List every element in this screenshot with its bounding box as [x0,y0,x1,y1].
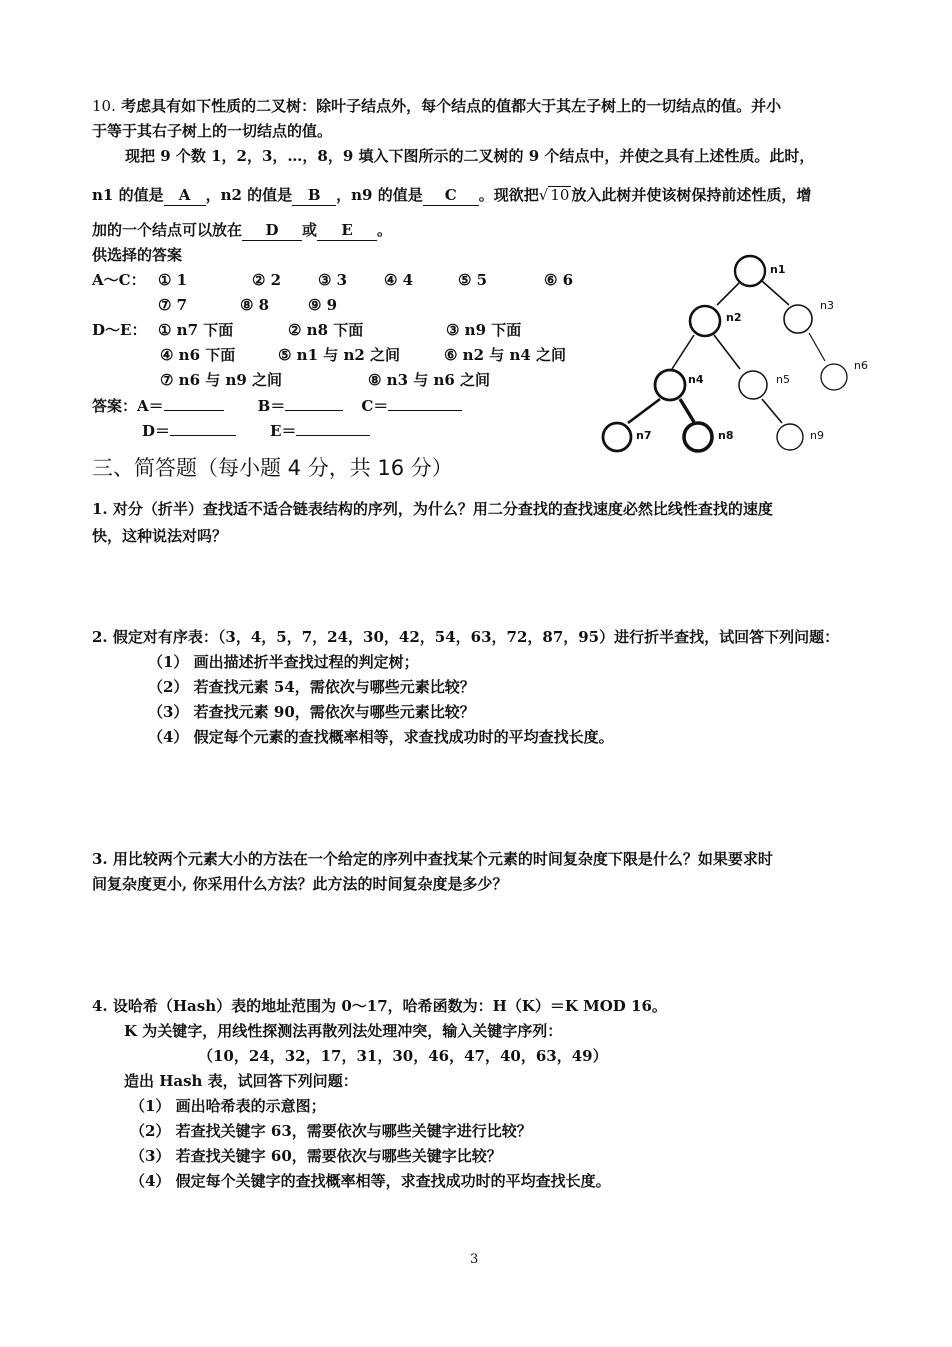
de-option: ④ n6 下面 [160,346,236,364]
q4-item-3: （3） 若查找关键字 60，需要依次与哪些关键字比较？ [130,1147,502,1165]
q10-line4 [92,185,811,206]
q10-add-text: 加的一个结点可以放在 [92,221,243,239]
edge-n2-n5 [714,335,740,369]
q2-item-3: （3） 若查找元素 90，需依次与哪些元素比较？ [148,703,475,721]
answer-d-blank[interactable] [170,435,236,436]
q10-period: 。 [377,221,393,239]
answer-label: 答案： [92,397,138,415]
blank-b: B [292,185,336,206]
tree-label-n4: n4 [688,373,704,386]
edge-n3-n6 [809,333,825,361]
edge-n1-n3 [762,281,789,305]
answer-c-label: C＝ [361,397,389,415]
q4-item-4: （4） 假定每个关键字的查找概率相等，求查找成功时的平均查找长度。 [130,1172,611,1190]
tree-label-n2: n2 [726,311,742,324]
section-title: 三、简答题（每小题 4 分，共 16 分） [92,456,453,480]
de-option: ⑤ n1 与 n2 之间 [278,346,401,364]
q10-keep-text: 放入此树并使该树保持前述性质，增 [571,186,812,204]
blank-d: D [242,220,302,241]
ac-row-1 [92,270,573,290]
de-option: ③ n9 下面 [446,321,522,339]
tree-node-n9 [777,424,803,450]
tree-label-n5: n5 [776,373,790,386]
q3-line2: 间复杂度更小, 你采用什么方法？此方法的时间复杂度是多少？ [92,875,508,893]
answer-b-label: B＝ [257,397,286,415]
tree-node-n2 [690,306,720,336]
tree-node-n3 [784,305,812,333]
edge-n5-n9 [762,399,782,423]
blank-e: E [317,220,377,241]
ac-option: ⑤ 5 [458,271,488,289]
ac-option: ⑧ 8 [240,296,270,314]
de-row-1 [92,320,521,340]
answer-e-blank[interactable] [296,435,370,436]
q10-line5 [92,220,392,241]
ac-option: ④ 4 [384,271,414,289]
ac-option: ① 1 [158,271,188,289]
q1-line2: 快，这种说法对吗？ [92,527,228,545]
page-number: 3 [470,1252,479,1267]
tree-node-n8 [684,423,712,451]
q10-line2: 于等于其右子树上的一切结点的值。 [92,122,333,140]
sqrt-symbol: √ [538,186,549,204]
de-row-2 [160,345,566,365]
q4-line1: 4. 设哈希（Hash）表的地址范围为 0～17，哈希函数为：H（K）＝K MOD 16。 [92,997,667,1015]
answer-row-1 [92,396,462,416]
de-option: ⑥ n2 与 n4 之间 [444,346,567,364]
de-row-3 [160,370,490,390]
q4-item-2: （2） 若查找关键字 63，需要依次与哪些关键字进行比较？ [130,1122,532,1140]
answer-b-blank[interactable] [285,410,343,411]
tree-label-n7: n7 [636,429,652,442]
edge-n4-n7 [628,399,660,423]
ac-option: ⑨ 9 [308,296,338,314]
edge-n2-n4 [672,335,694,369]
q2-item-4: （4） 假定每个元素的查找概率相等，求查找成功时的平均查找长度。 [148,728,614,746]
de-label: D～E： [92,321,147,339]
ac-label: A～C： [92,271,146,289]
q10-line1 [92,96,781,116]
answer-a-label: A＝ [137,397,164,415]
ac-row-2 [158,295,337,315]
q10-or-text: 或 [302,221,318,239]
choices-title: 供选择的答案 [92,246,183,264]
q2-line1: 2. 假定对有序表：（3，4，5，7，24，30，42，54，63，72，87，95）进行折半查找，试回答下列问题： [92,628,840,646]
q10-number: 10. [92,97,116,115]
q2-item-2: （2） 若查找元素 54，需依次与哪些元素比较？ [148,678,475,696]
answer-row-2 [142,421,370,441]
q10-n1-text: n1 的值是 [92,186,164,204]
ac-option: ⑥ 6 [544,271,574,289]
q1-line1: 1. 对分（折半）查找适不适合链表结构的序列，为什么？用二分查找的查找速度必然比线性查找的速度 [92,500,773,518]
blank-a: A [164,185,206,206]
tree-label-n3: n3 [820,299,834,312]
sqrt-value: 10 [550,186,570,204]
q3-line1: 3. 用比较两个元素大小的方法在一个给定的序列中查找某个元素的时间复杂度下限是什么？如果要求时 [92,850,773,868]
tree-node-n6 [821,364,847,390]
ac-option: ⑦ 7 [158,296,188,314]
q4-line4: 造出 Hash 表，试回答下列问题： [124,1072,358,1090]
q10-text-1: 考虑具有如下性质的二叉树：除叶子结点外，每个结点的值都大于其左子树上的一切结点的值。并小 [121,97,782,115]
q10-put-text: 。现欲把 [478,186,539,204]
tree-node-n4 [655,370,685,400]
de-option: ⑧ n3 与 n6 之间 [368,371,491,389]
q2-item-1: （1） 画出描述折半查找过程的判定树； [148,653,419,671]
blank-c: C [423,185,479,206]
answer-d-label: D＝ [142,422,171,440]
q10-n2-text: ，n2 的值是 [205,186,293,204]
answer-a-blank[interactable] [164,410,224,411]
de-option: ⑦ n6 与 n9 之间 [160,371,283,389]
de-option: ② n8 下面 [288,321,364,339]
q4-line2: K 为关键字，用线性探测法再散列法处理冲突，输入关键字序列： [124,1022,563,1040]
ac-option: ② 2 [252,271,282,289]
edge-n4-n8 [680,399,694,422]
answer-e-label: E＝ [270,422,297,440]
q4-key-sequence: （10，24，32，17，31，30，46，47，40，63，49） [198,1047,608,1065]
tree-label-n9: n9 [810,429,824,442]
q4-item-1: （1） 画出哈希表的示意图； [130,1097,326,1115]
answer-c-blank[interactable] [388,410,462,411]
tree-label-n1: n1 [770,263,786,276]
tree-node-n7 [603,423,631,451]
tree-node-n5 [739,371,767,399]
edge-n1-n2 [717,283,739,305]
tree-node-n1 [735,256,765,286]
tree-label-n6: n6 [854,359,868,372]
tree-label-n8: n8 [718,429,734,442]
q10-n9-text: ，n9 的值是 [336,186,423,204]
binary-tree-figure [590,245,890,460]
q10-line3: 现把 9 个数 1，2，3，…，8，9 填入下图所示的二叉树的 9 个结点中，并使之具有上述性质。此时， [125,147,815,165]
ac-option: ③ 3 [318,271,348,289]
de-option: ① n7 下面 [158,321,234,339]
